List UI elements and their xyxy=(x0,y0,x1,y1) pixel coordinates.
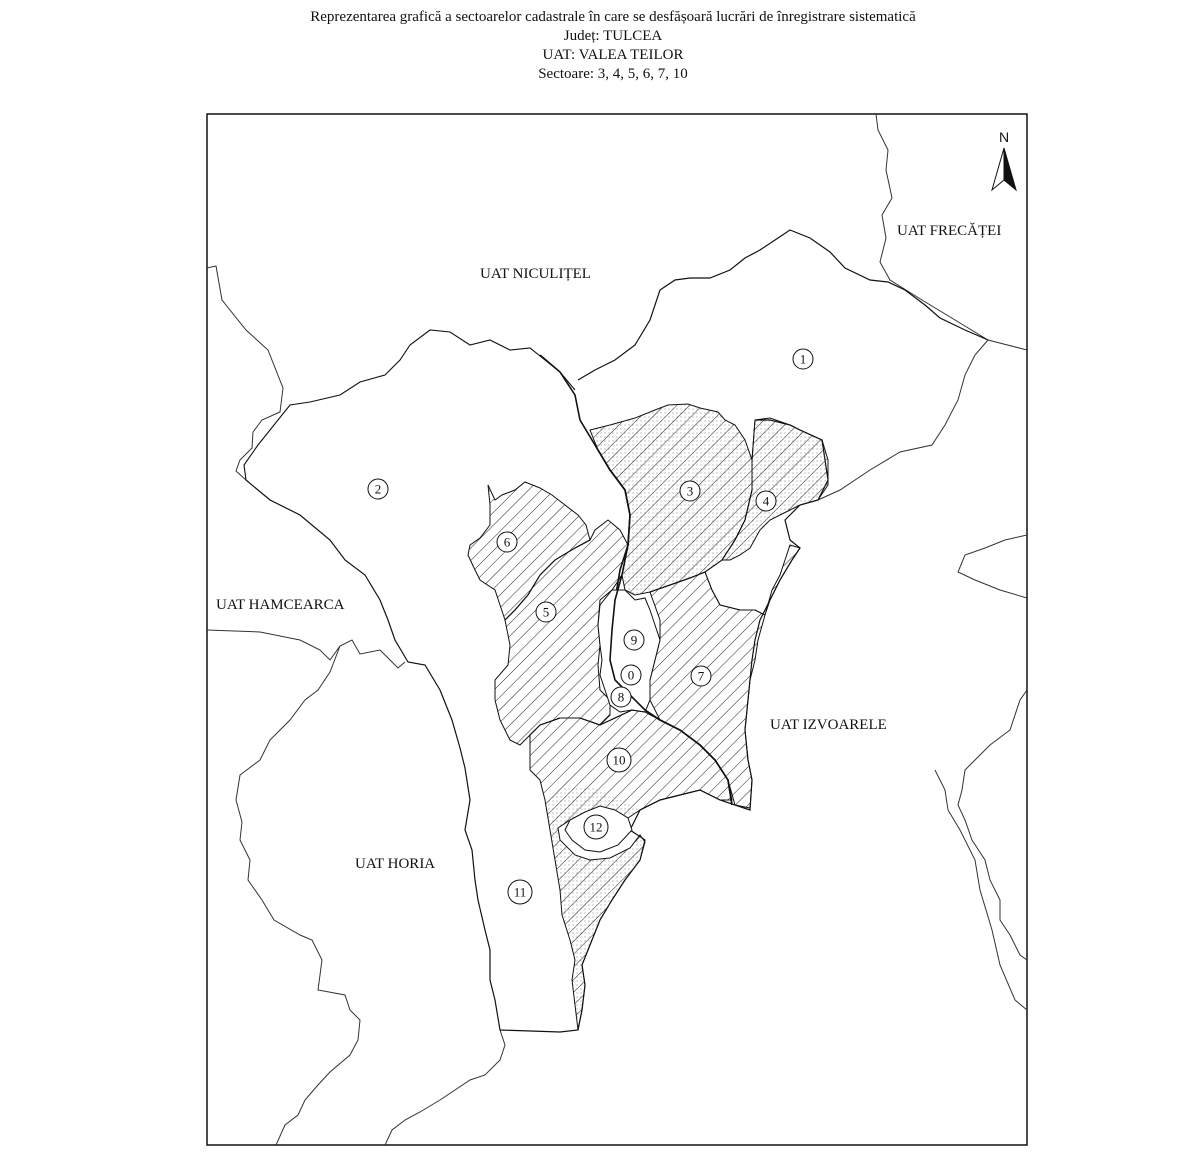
svg-text:2: 2 xyxy=(374,481,382,497)
sector-marker-7 xyxy=(691,666,711,686)
boundary-frecatei-izvoarele xyxy=(818,340,988,500)
uat-label: UAT: VALEA TEILOR xyxy=(542,47,684,63)
sectors-label: Sectoare: 3, 4, 5, 6, 7, 10 xyxy=(538,66,688,82)
label-uat-frecatei: UAT FRECĂȚEI xyxy=(897,223,1002,239)
svg-text:N: N xyxy=(998,129,1010,145)
sector-marker-2 xyxy=(368,479,388,499)
north-arrow-icon xyxy=(992,129,1016,190)
svg-text:8: 8 xyxy=(617,689,625,705)
svg-text:5: 5 xyxy=(542,604,550,620)
label-uat-horia: UAT HORIA xyxy=(355,856,436,872)
svg-text:4: 4 xyxy=(762,493,770,509)
boundary-hamcearca-horia xyxy=(207,630,405,668)
boundary-horia-south xyxy=(385,1030,505,1145)
svg-text:3: 3 xyxy=(686,483,694,499)
boundary-izvoarele-south xyxy=(958,690,1027,960)
svg-text:12: 12 xyxy=(589,819,603,835)
label-uat-izvoarele: UAT IZVOARELE xyxy=(770,717,887,733)
boundary-hamcearca-north xyxy=(207,266,283,480)
boundary-izvoarele-east xyxy=(958,535,1027,598)
sector-marker-5 xyxy=(536,602,556,622)
label-uat-niculitel: UAT NICULIȚEL xyxy=(480,266,591,282)
svg-text:9: 9 xyxy=(630,632,638,648)
svg-text:6: 6 xyxy=(503,534,511,550)
sector-marker-8 xyxy=(611,687,631,707)
svg-text:1: 1 xyxy=(799,351,807,367)
sector-marker-4 xyxy=(756,491,776,511)
sector-marker-10 xyxy=(607,748,631,772)
sector-marker-9 xyxy=(624,630,644,650)
label-uat-hamcearca: UAT HAMCEARCA xyxy=(216,597,345,613)
svg-text:10: 10 xyxy=(612,752,626,768)
svg-text:11: 11 xyxy=(513,884,527,900)
sector-marker-12 xyxy=(584,815,608,839)
svg-text:0: 0 xyxy=(627,667,635,683)
county-label: Județ: TULCEA xyxy=(563,28,663,44)
boundary-izvoarele-inner xyxy=(935,770,1027,1010)
svg-text:7: 7 xyxy=(697,668,705,684)
boundary-north-valea-teilor xyxy=(244,330,575,480)
sector-marker-0 xyxy=(621,665,641,685)
sector-marker-11 xyxy=(508,880,532,904)
sector-marker-1 xyxy=(793,349,813,369)
map-title: Reprezentarea grafică a sectoarelor cadastrale în care se desfășoară lucrări de înregistrare sistematică xyxy=(310,9,916,25)
boundary-horia-west xyxy=(236,646,360,1145)
sector-marker-6 xyxy=(497,532,517,552)
sector-marker-3 xyxy=(680,481,700,501)
